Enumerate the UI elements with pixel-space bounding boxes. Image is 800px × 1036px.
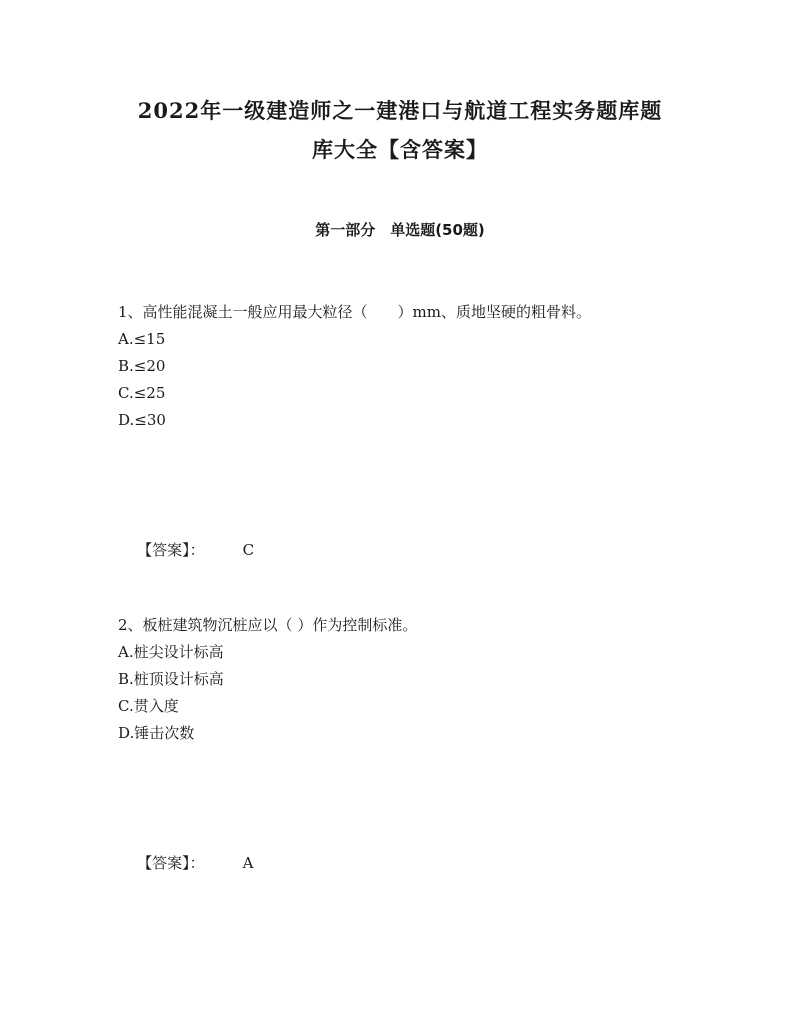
answer-label: 【答案】： xyxy=(137,854,205,872)
question-1-option-b: B.≤20 xyxy=(118,357,166,375)
question-1-option-c: C.≤25 xyxy=(118,384,166,402)
question-1-stem: 1、高性能混凝土一般应用最大粒径（ ）mm、质地坚硬的粗骨料。 xyxy=(118,303,591,321)
document-title-line-2: 库大全【含答案】 xyxy=(312,137,488,162)
question-2-answer xyxy=(118,833,253,893)
question-2-option-b: B.桩顶设计标高 xyxy=(118,670,224,688)
question-1-option-a: A.≤15 xyxy=(118,330,166,348)
question-2-option-d: D.锤击次数 xyxy=(118,724,195,742)
question-2-stem: 2、板桩建筑物沉桩应以（ ）作为控制标准。 xyxy=(118,616,418,634)
answer-value: A xyxy=(242,854,254,872)
answer-value: C xyxy=(242,541,255,559)
question-2-option-c: C.贯入度 xyxy=(118,697,179,715)
question-1-answer xyxy=(118,520,254,580)
document-title-line-1: 2022年一级建造师之一建港口与航道工程实务题库题 xyxy=(137,98,663,123)
answer-label: 【答案】： xyxy=(137,541,205,559)
question-2-option-a: A.桩尖设计标高 xyxy=(118,643,224,661)
section-heading: 第一部分 单选题(50题) xyxy=(315,221,485,239)
question-1-option-d: D.≤30 xyxy=(118,411,166,429)
